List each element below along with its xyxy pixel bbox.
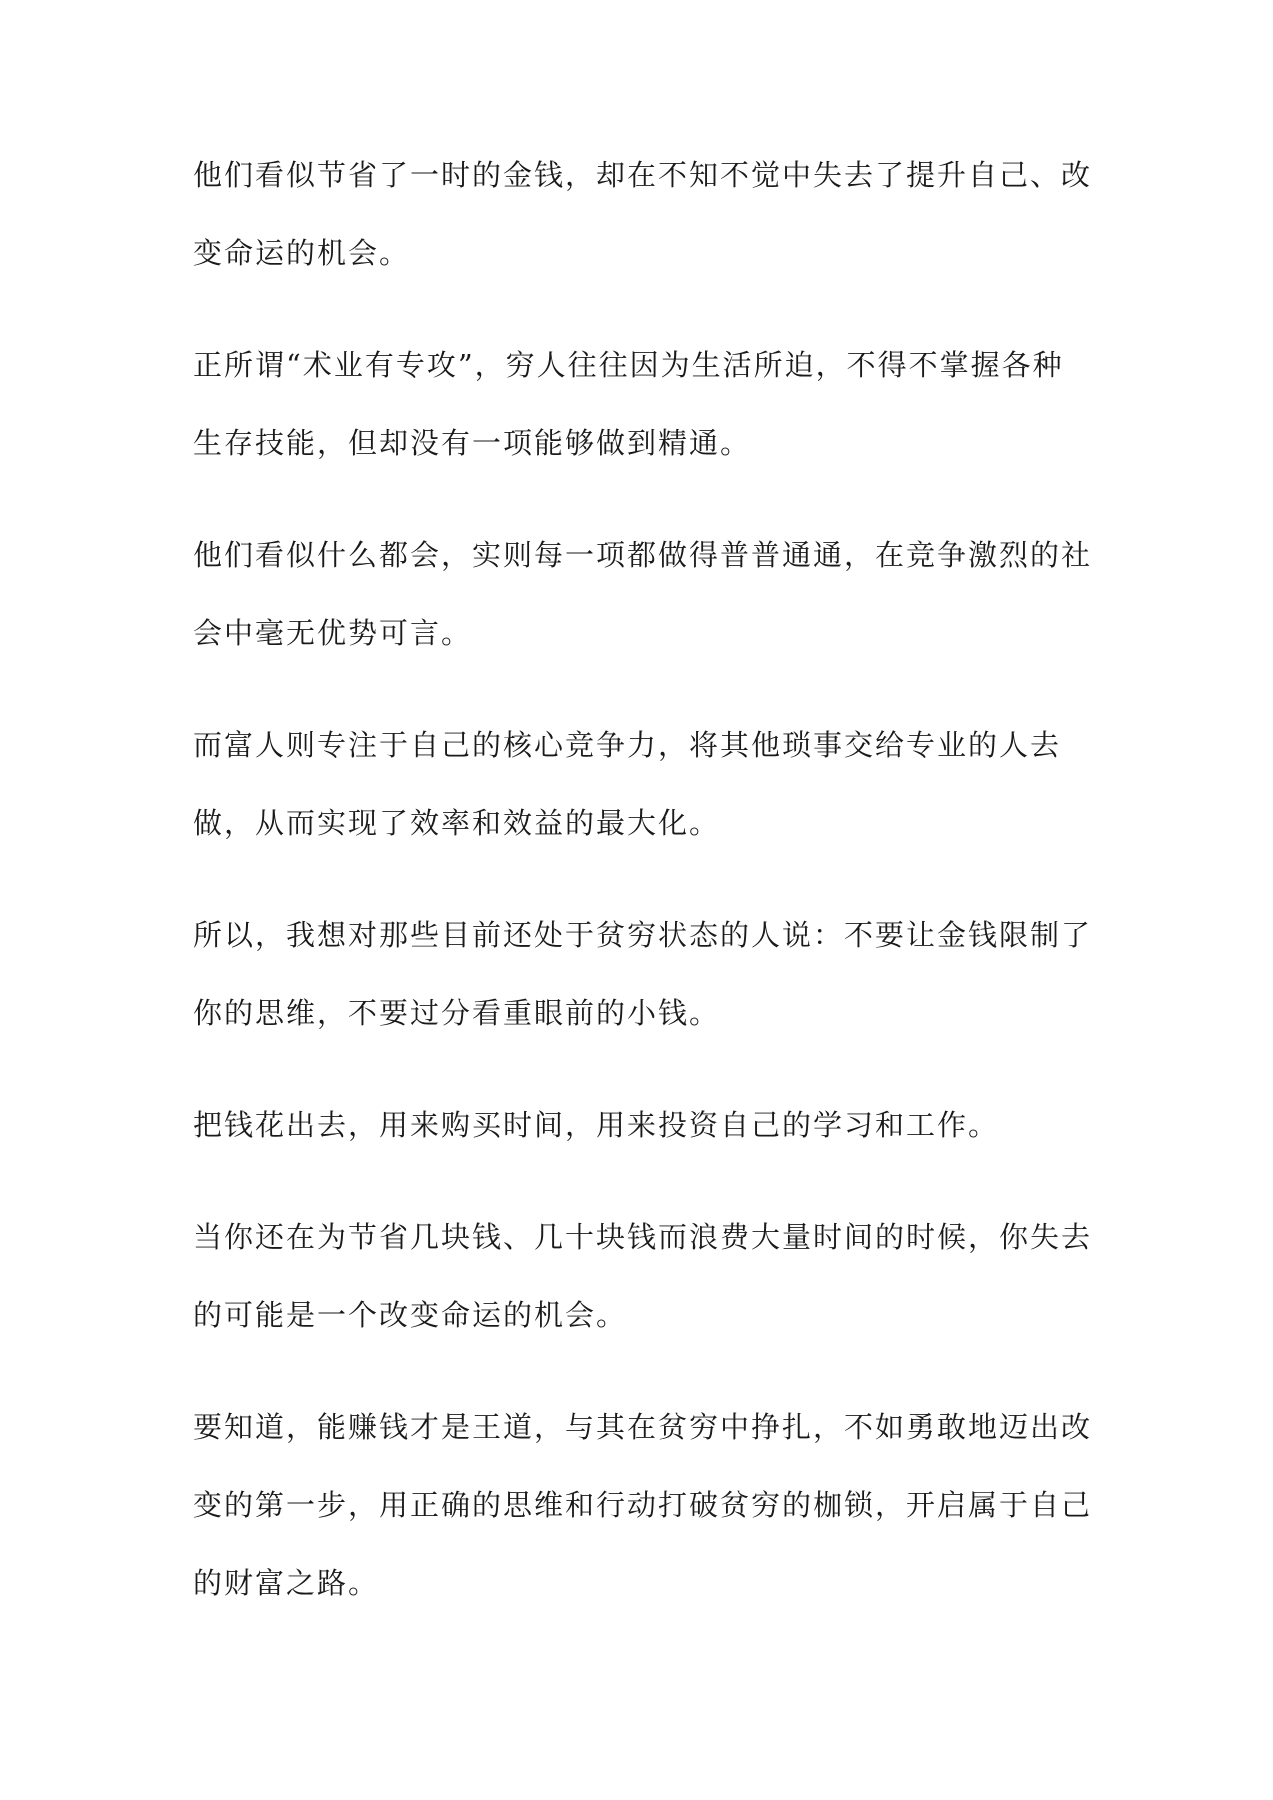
paragraph: 他们看似节省了一时的金钱，却在不知不觉中失去了提升自己、改变命运的机会。 xyxy=(193,158,1093,270)
paragraph: 当你还在为节省几块钱、几十块钱而浪费大量时间的时候，你失去的可能是一个改变命运的机会。 xyxy=(193,1220,1093,1332)
paragraph: 正所谓“术业有专攻”，穷人往往因为生活所迫，不得不掌握各种生存技能，但却没有一项能够做到精通。 xyxy=(193,348,1064,460)
paragraph: 所以，我想对那些目前还处于贫穷状态的人说：不要让金钱限制了你的思维，不要过分看重眼前的小钱。 xyxy=(193,918,1093,1030)
paragraph: 而富人则专注于自己的核心竞争力，将其他琐事交给专业的人去做，从而实现了效率和效益的最大化。 xyxy=(193,728,1062,840)
document-body xyxy=(193,136,1093,1656)
paragraph: 把钱花出去，用来购买时间，用来投资自己的学习和工作。 xyxy=(193,1108,1000,1142)
paragraph: 要知道，能赚钱才是王道，与其在贫穷中挣扎，不如勇敢地迈出改变的第一步，用正确的思维和行动打破贫穷的枷锁，开启属于自己的财富之路。 xyxy=(193,1410,1093,1600)
paragraph: 他们看似什么都会，实则每一项都做得普普通通，在竞争激烈的社会中毫无优势可言。 xyxy=(193,538,1093,650)
